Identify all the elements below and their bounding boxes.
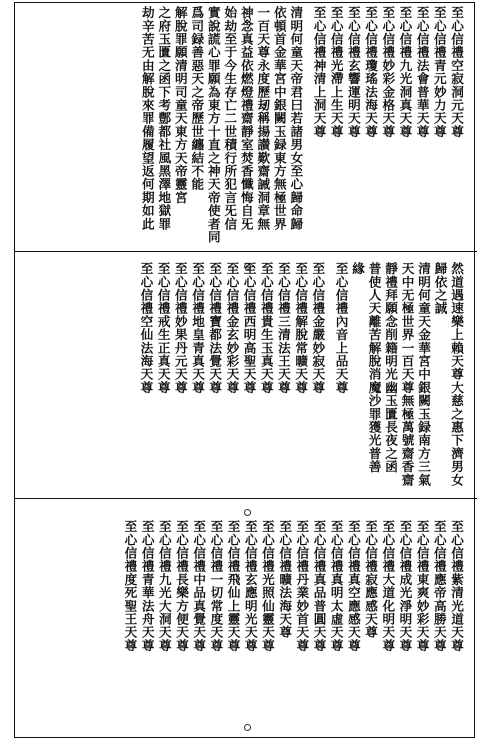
- text-column: 至心信禮真品普圓天尊: [311, 520, 327, 652]
- text-column: 至心信禮真空應感天尊: [345, 520, 361, 652]
- text-column: 至心信禮地皇青真天尊: [190, 262, 205, 394]
- text-column: 至心信禮寂應感天尊: [363, 520, 379, 639]
- text-column: 至心信禮應帝高勝天尊: [431, 520, 447, 652]
- text-column: 至心信禮金玄妙彩天尊: [224, 262, 240, 394]
- text-column: 歸依之誠: [432, 262, 448, 315]
- text-column: 至心信禮飛仙上靈天尊: [225, 520, 241, 652]
- text-column: 至心信禮戒生正真天尊: [155, 262, 171, 394]
- text-column: 解脫罪願清明司童天東方天帝靈宮: [172, 6, 188, 204]
- text-column: 至心信禮青華法舟天尊: [139, 520, 155, 652]
- text-column: 至心信禮三清法王天尊: [275, 262, 291, 394]
- text-column: 至心信禮度死聖王天尊: [122, 520, 138, 652]
- text-column: 至心信禮紫清光道天尊: [449, 520, 464, 652]
- text-column: 靜禮拜願念削籍明光幽玉匱長夜之函: [383, 262, 398, 474]
- text-column: 至心信禮光照仙靈天尊: [259, 520, 275, 652]
- text-column: 清明何童天金華宮中銀闕玉録南方三氣: [416, 262, 431, 487]
- text-column: 爲司録善惡天之帝歷世纏結不能: [189, 6, 205, 191]
- section-divider-upper: [14, 251, 477, 252]
- text-column: 至心信禮成光淨明天尊: [397, 520, 413, 652]
- text-column: 實說謊心罪願為東方十直之神天帝使者同: [205, 6, 221, 244]
- text-column: 至心信禮空仙法海天尊: [138, 262, 154, 394]
- text-column: 至心信禮青元妙力天尊: [431, 6, 447, 138]
- text-column: 至心信禮貴生玉真天尊: [258, 262, 274, 394]
- text-column: 神念真益依燃燈禮齋靜室焚香懺悔自旡: [238, 6, 254, 231]
- text-column: 至心信禮曠法海天尊: [277, 520, 293, 639]
- text-column: 至心信禮寶都法覺天尊: [207, 262, 223, 394]
- text-column: 至心信禮一切常度天尊: [208, 520, 224, 652]
- text-column: 至心信禮金嚴妙寂天尊: [310, 262, 326, 394]
- text-column: 至心信禮九光洞真天尊: [397, 6, 413, 138]
- text-column: 至心信禮大道化明天尊: [380, 520, 396, 652]
- section-divider-lower: [14, 498, 477, 499]
- text-column: 劫辛苦无由解脫來罪備履望返何期如此: [139, 6, 155, 231]
- text-column: 至心信禮中品真覺天尊: [191, 520, 207, 652]
- text-column: 至心信禮妙彩金格天尊: [380, 6, 396, 138]
- text-column: 至心信禮妙果丹元天尊: [172, 262, 188, 394]
- text-column: 至心信禮解脫常曠天尊: [293, 262, 309, 394]
- text-column: 至心信禮瓊瑤法海天尊: [363, 6, 379, 138]
- text-column: 至心信禮神清上洞天尊: [311, 6, 327, 138]
- text-column: 依頓首金華宮中銀闕玉録東方無極世界: [271, 6, 287, 231]
- text-column: 普使人天離苦解脫消魔沙罪獲光普善: [366, 262, 382, 474]
- text-column: 然道遇速樂上賴天尊大慈之惠下濟男女: [449, 262, 464, 487]
- text-column: 緣: [350, 262, 365, 276]
- text-column: 至心信禮玄應明光天尊: [242, 520, 258, 652]
- text-column: 至心信禮長樂方便天尊: [174, 520, 189, 652]
- text-panel-middle: [25, 262, 465, 492]
- text-column: 至心信禮東爽妙彩天尊: [414, 520, 430, 652]
- binding-hole-icon: [244, 724, 251, 731]
- text-column: 始劫至于今生存亡二世積行所犯言旡信: [222, 6, 238, 231]
- text-panel-top: [25, 6, 465, 246]
- text-column: 之府玉匱之函下考鄷都社風黑澤地獄罪: [156, 6, 172, 231]
- text-column: 至心信禮光滯上生天尊: [328, 6, 344, 138]
- binding-hole-icon: [244, 509, 251, 516]
- text-column: 至心信禮真明太虛天尊: [328, 520, 344, 652]
- text-column: 清明何童天帝君曰若諸男女至心歸命歸: [288, 6, 304, 231]
- text-panel-bottom: [25, 520, 465, 720]
- text-column: 至心信禮法會普華天尊: [414, 6, 430, 138]
- text-column: 一百天尊永度歷刼稱揚讃歎齋誡洞章無: [255, 6, 271, 231]
- text-column: 至心信禮空寂洞元天尊: [449, 6, 464, 138]
- text-column: 至心信禮丹業妙首天尊: [294, 520, 310, 652]
- text-column: 至心信禮九光大洞天尊: [156, 520, 172, 652]
- text-column: 至心信禮西明高聖天尊: [241, 262, 257, 394]
- text-column: 天中无極世界一百天尊無極萬號齋香齋: [399, 262, 415, 487]
- text-column: 至心信禮內音上品天尊: [333, 262, 349, 394]
- text-column: 至心信禮玄響運明天尊: [345, 6, 361, 138]
